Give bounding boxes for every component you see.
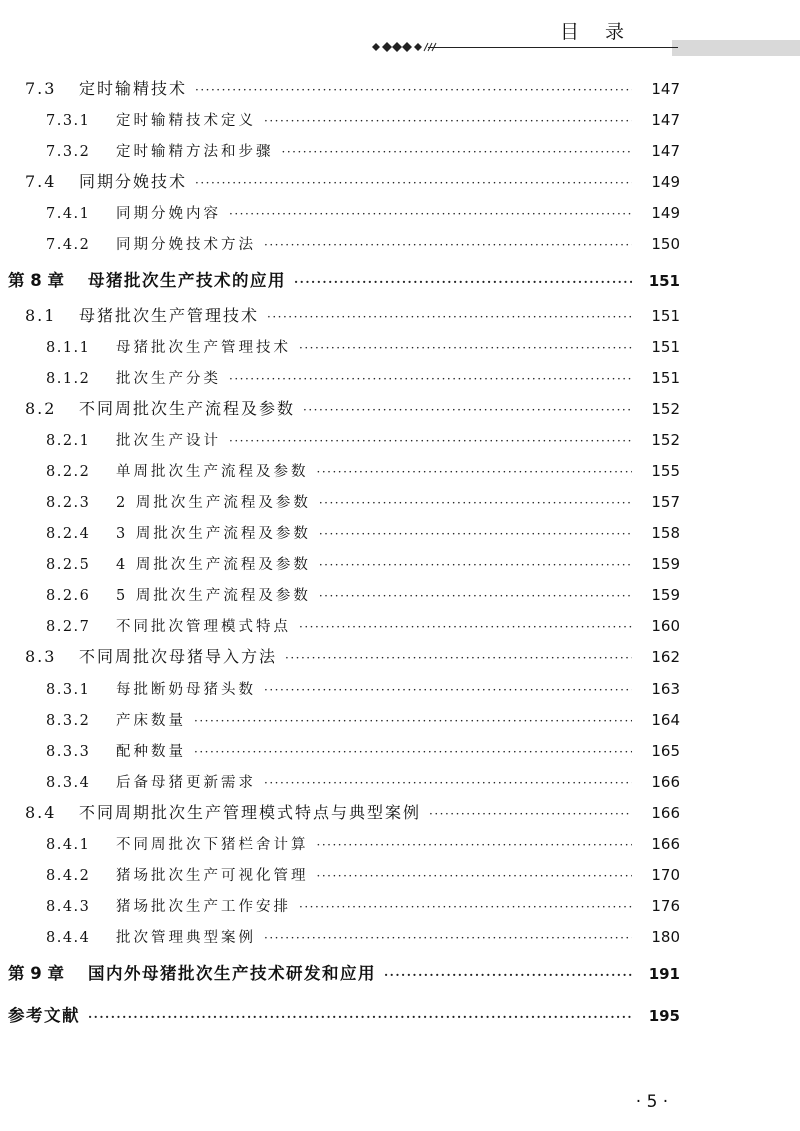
toc-section-title: 不同周批次下猪栏舍计算	[116, 837, 309, 853]
toc-chapter-title: 母猪批次生产技术的应用	[88, 271, 286, 290]
toc-section-title: 母猪批次生产管理技术	[79, 306, 260, 325]
toc-leader-dots	[195, 78, 632, 102]
toc-entry[interactable]	[0, 614, 680, 638]
toc-chapter-number: 第 8 章	[8, 271, 64, 290]
toc-leader-dots	[194, 740, 632, 764]
toc-entry[interactable]	[0, 304, 680, 328]
toc-page-number: 150	[651, 235, 680, 253]
toc-section-title: 批次生产分类	[116, 371, 221, 387]
toc-page-number: 151	[651, 307, 680, 325]
toc-section-number: 8.3.3	[46, 744, 91, 760]
toc-leader-dots	[229, 202, 632, 226]
toc-entry[interactable]	[0, 201, 680, 225]
toc-page-number: 149	[651, 173, 680, 191]
toc-entry[interactable]	[0, 925, 680, 949]
toc-section-number: 8.2.5	[46, 557, 91, 573]
toc-page-number: 147	[651, 111, 680, 129]
toc-entry[interactable]	[0, 645, 680, 669]
toc-leader-dots	[319, 491, 632, 515]
toc-section-number: 7.3.1	[46, 113, 91, 129]
toc-leader-dots	[303, 398, 632, 422]
toc-leader-dots	[267, 305, 632, 329]
toc-section-number: 8.2	[25, 399, 57, 418]
toc-section-number: 7.3	[25, 79, 57, 98]
toc-entry[interactable]	[0, 894, 680, 918]
toc-page-number: 195	[648, 1007, 680, 1025]
toc-section-title: 定时输精技术定义	[116, 113, 256, 129]
toc-page-number: 191	[648, 965, 680, 983]
toc-page-number: 162	[651, 648, 680, 666]
toc-section-title: 配种数量	[116, 744, 186, 760]
toc-leader-dots	[229, 429, 632, 453]
toc-leader-dots	[264, 109, 632, 133]
toc-section-title: 3 周批次生产流程及参数	[116, 526, 311, 542]
toc-leader-dots	[282, 140, 633, 164]
toc-entry[interactable]	[0, 521, 680, 545]
toc-section-title: 后备母猪更新需求	[116, 775, 256, 791]
toc-entry[interactable]	[0, 459, 680, 483]
toc-page-number: 152	[651, 400, 680, 418]
toc-page-number: 147	[651, 142, 680, 160]
toc-section-number: 8.2.2	[46, 464, 91, 480]
toc-section-title: 同期分娩内容	[116, 206, 221, 222]
toc-section-number: 8.2.7	[46, 619, 91, 635]
toc-page-number: 164	[651, 711, 680, 729]
toc-references-title: 参考文献	[8, 1006, 80, 1025]
toc-entry[interactable]	[0, 139, 680, 163]
toc-entry[interactable]	[0, 552, 680, 576]
toc-page-number: 170	[651, 866, 680, 884]
toc-entry[interactable]	[0, 108, 680, 132]
toc-section-number: 8.4.2	[46, 868, 91, 884]
toc-page-number: 151	[651, 369, 680, 387]
toc-leader-dots	[195, 171, 632, 195]
toc-page-number: 151	[651, 338, 680, 356]
toc-section-title: 5 周批次生产流程及参数	[116, 588, 311, 604]
toc-section-title: 同期分娩技术方法	[116, 237, 256, 253]
toc-entry[interactable]	[0, 232, 680, 256]
toc-leader-dots	[317, 864, 633, 888]
toc-section-number: 8.1.1	[46, 340, 91, 356]
toc-entry[interactable]	[0, 428, 680, 452]
page-header-title: 目录	[560, 21, 651, 43]
toc-section-number: 8.3.1	[46, 682, 91, 698]
toc-leader-dots	[194, 709, 632, 733]
toc-page-number: 176	[651, 897, 680, 915]
toc-page-number: 165	[651, 742, 680, 760]
toc-page-number: 152	[651, 431, 680, 449]
toc-section-number: 8.4	[25, 803, 57, 822]
toc-page-number: 166	[651, 835, 680, 853]
toc-leader-dots	[88, 1005, 632, 1029]
toc-entry[interactable]	[0, 739, 680, 763]
toc-section-title: 母猪批次生产管理技术	[116, 340, 291, 356]
toc-section-number: 8.3.4	[46, 775, 91, 791]
toc-entry[interactable]	[0, 863, 680, 887]
toc-section-title: 批次管理典型案例	[116, 930, 256, 946]
toc-section-title: 定时输精技术	[79, 79, 188, 98]
toc-section-title: 产床数量	[116, 713, 186, 729]
toc-entry[interactable]	[0, 397, 680, 421]
toc-section-number: 8.4.1	[46, 837, 91, 853]
toc-leader-dots	[299, 615, 632, 639]
toc-page-number: 155	[651, 462, 680, 480]
toc-section-title: 猪场批次生产工作安排	[116, 899, 291, 915]
toc-entry[interactable]	[0, 335, 680, 359]
toc-section-title: 不同周批次生产流程及参数	[79, 399, 296, 418]
toc-chapter-number: 第 9 章	[8, 964, 64, 983]
toc-chapter-entry[interactable]	[0, 962, 680, 986]
toc-page-number: 147	[651, 80, 680, 98]
footer-page-number: · 5 ·	[635, 1092, 669, 1112]
toc-page-number: 166	[651, 804, 680, 822]
toc-page-number: 149	[651, 204, 680, 222]
toc-section-title: 批次生产设计	[116, 433, 221, 449]
toc-page-number: 151	[648, 272, 680, 290]
toc-section-title: 4 周批次生产流程及参数	[116, 557, 311, 573]
toc-leader-dots	[264, 233, 632, 257]
toc-leader-dots	[229, 367, 632, 391]
toc-section-number: 8.1	[25, 306, 57, 325]
toc-page-number: 166	[651, 773, 680, 791]
toc-leader-dots	[299, 895, 632, 919]
toc-leader-dots	[319, 553, 632, 577]
toc-section-number: 8.4.4	[46, 930, 91, 946]
toc-page-number: 160	[651, 617, 680, 635]
toc-entry[interactable]	[0, 366, 680, 390]
toc-page-number: 163	[651, 680, 680, 698]
toc-leader-dots	[264, 771, 632, 795]
toc-entry[interactable]	[0, 583, 680, 607]
toc-leader-dots	[317, 833, 633, 857]
toc-section-number: 8.1.2	[46, 371, 91, 387]
toc-entry[interactable]	[0, 170, 680, 194]
toc-section-number: 8.3.2	[46, 713, 91, 729]
toc-leader-dots	[285, 646, 632, 670]
toc-page-number: 159	[651, 586, 680, 604]
toc-chapter-title: 国内外母猪批次生产技术研发和应用	[88, 964, 376, 983]
toc-section-title: 不同周期批次生产管理模式特点与典型案例	[79, 803, 422, 822]
toc-section-number: 8.2.4	[46, 526, 91, 542]
toc-page-number: 157	[651, 493, 680, 511]
toc-leader-dots	[319, 522, 632, 546]
toc-section-title: 定时输精方法和步骤	[116, 144, 274, 160]
toc-section-number: 7.4.1	[46, 206, 91, 222]
toc-entry[interactable]	[0, 708, 680, 732]
toc-section-number: 8.2.6	[46, 588, 91, 604]
toc-entry[interactable]	[0, 801, 680, 825]
toc-entry[interactable]	[0, 677, 680, 701]
toc-entry[interactable]	[0, 770, 680, 794]
toc-section-title: 单周批次生产流程及参数	[116, 464, 309, 480]
toc-section-title: 不同批次管理模式特点	[116, 619, 291, 635]
toc-chapter-entry[interactable]	[0, 269, 680, 293]
toc-section-title: 2 周批次生产流程及参数	[116, 495, 311, 511]
toc-section-title: 每批断奶母猪头数	[116, 682, 256, 698]
toc-section-title: 同期分娩技术	[79, 172, 188, 191]
toc-references-entry[interactable]	[0, 1004, 680, 1028]
toc-leader-dots	[319, 584, 632, 608]
toc-section-title: 不同周批次母猪导入方法	[79, 647, 278, 666]
toc-page-number: 180	[651, 928, 680, 946]
toc-leader-dots	[384, 963, 632, 987]
toc-entry[interactable]	[0, 490, 680, 514]
toc-leader-dots	[294, 270, 632, 294]
toc-leader-dots	[429, 802, 632, 826]
toc-page-number: 158	[651, 524, 680, 542]
toc-section-number: 7.4	[25, 172, 57, 191]
toc-leader-dots	[317, 460, 633, 484]
toc-section-number: 7.4.2	[46, 237, 91, 253]
toc-section-number: 8.4.3	[46, 899, 91, 915]
toc-section-number: 8.2.3	[46, 495, 91, 511]
toc-entry[interactable]	[0, 832, 680, 856]
toc-leader-dots	[299, 336, 632, 360]
toc-section-number: 8.3	[25, 647, 57, 666]
toc-entry[interactable]	[0, 77, 680, 101]
toc-section-title: 猪场批次生产可视化管理	[116, 868, 309, 884]
toc-leader-dots	[264, 926, 632, 950]
toc-section-number: 7.3.2	[46, 144, 91, 160]
toc-page-number: 159	[651, 555, 680, 573]
toc-leader-dots	[264, 678, 632, 702]
toc-section-number: 8.2.1	[46, 433, 91, 449]
